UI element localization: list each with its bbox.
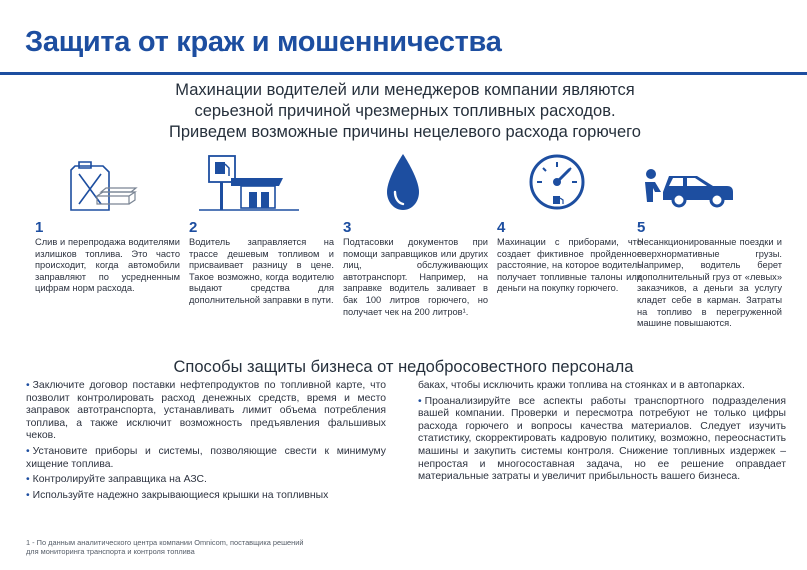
section-title: Способы защиты бизнеса от недобросовестного персонала (173, 358, 634, 376)
bullet-marker: • (26, 489, 30, 501)
step-text: Несанкционированные поездки и сверхнормативные грузы. Например, водитель берет дополнительный груз от «левых» заказчиков, а деньги за услугу кладет себе в карман. Затраты на топливо в перегруженной машине повышаются. (637, 237, 782, 329)
list-item (26, 446, 386, 471)
bullet-marker: • (26, 474, 30, 486)
bullet-text: Заключите договор поставки нефтепродуктов по топливной карте, что позволит контролировать расход денежных средств, время и место заправок автотранспорта, устанавливать лимит объема потребления топлива, а также исключит возможность предъявления фальшивых чеков. (26, 380, 386, 442)
bullet-text: Контролируйте заправщика на АЗС. (32, 474, 207, 486)
bullet-text: Проанализируйте все аспекты работы транспортного подразделения вашей компании. Проверки и пересмотра потребуют не только цифры расхода горючего и вопросы качества материалов. Следует изучить статистику, скорректировать кадровую политику, возможно, переоснастить машины и закупить системы контроля. Снижение топливных издержек – непростая и многосоставная задача, но ее решение оправдает материальные затраты и увеличит прибыльность вашего бизнеса. (418, 395, 786, 483)
intro-text (60, 80, 750, 143)
car-repair-icon (637, 152, 782, 216)
continuation-text: баках, чтобы исключить кражи топлива на стоянках и в автопарках. (418, 380, 745, 391)
bullet-text: Установите приборы и системы, позволяющие свести к минимуму хищение топлива. (26, 445, 386, 470)
header (0, 0, 807, 75)
list-item (418, 396, 786, 484)
footnote: 1 - По данным аналитического центра компании Omnicom, поставщика решений для мониторинга транспорта и контроля топлива (26, 538, 304, 556)
step-number: 4 (497, 219, 506, 236)
gas-station-icon (189, 152, 334, 216)
right-column (418, 380, 786, 487)
page-title: Защита от краж и мошенничества (25, 26, 502, 58)
step-number: 3 (343, 219, 352, 236)
bullet-marker: • (26, 380, 30, 391)
bullet-marker: • (26, 445, 30, 457)
fuel-drop-icon (343, 152, 488, 216)
step-number: 5 (637, 219, 646, 236)
step-text: Водитель заправляется на трассе дешевым топливом и присваивает разницу в цене. Такое возможно, когда водителю выдают средства для дополнительной заправки в пути. (189, 237, 334, 305)
intro-line-3: Приведем возможные причины нецелевого расхода горючего (169, 123, 641, 141)
fuel-gauge-icon (497, 152, 642, 216)
step-number: 1 (35, 219, 44, 236)
list-item (26, 490, 386, 503)
step-text: Подтасовки документов при помощи заправщиков или других лиц, обслуживающих автотранспорт. Например, на заправке водитель заливает в бак 100 литров горючего, но получает чек на 200 литров¹. (343, 237, 488, 317)
step-number: 2 (189, 219, 198, 236)
step-text: Махинации с приборами, что создает фиктивное пройденное расстояние, на которое водитель получает топливные талоны или деньги на покупку горючего. (497, 237, 642, 294)
step-text: Слив и перепродажа водителями излишков топлива. Это часто происходит, когда автомобили заправляют по усредненным цифрам норм расхода. (35, 237, 180, 294)
bullet-text: Используйте надежно закрывающиеся крышки на топливных (32, 489, 329, 501)
fuel-canister-icon (35, 152, 180, 216)
list-item (26, 474, 386, 487)
left-column (26, 380, 386, 505)
bullet-marker: • (418, 395, 422, 407)
intro-line-1: Махинации водителей или менеджеров компании являются (175, 81, 635, 99)
intro-line-2: серьезной причиной чрезмерных топливных расходов. (194, 102, 616, 120)
title-divider (0, 72, 807, 75)
list-item (26, 380, 386, 443)
